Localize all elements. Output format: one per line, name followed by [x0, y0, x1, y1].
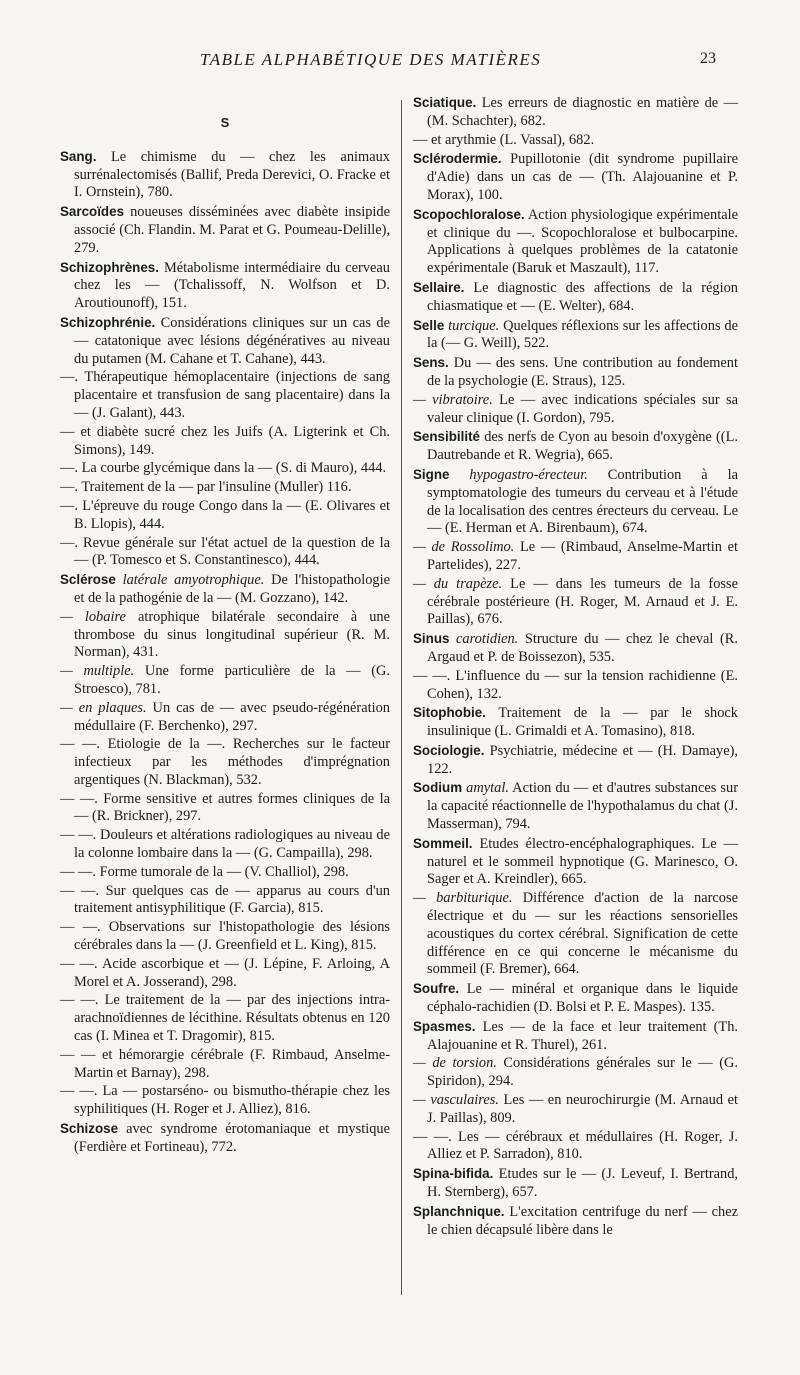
right-column: [413, 94, 738, 1240]
index-entry: [413, 1165, 738, 1202]
entry-heading: Sclérodermie.: [413, 151, 502, 167]
index-entry: [413, 392, 738, 428]
entry-text: — —. Observations sur l'histopathologie des lésions cérébrales dans la — (J. Greenfield et L. King), 815.: [60, 919, 390, 954]
entry-heading: Sciatique.: [413, 95, 477, 110]
index-entry: [60, 479, 390, 497]
index-entry: [413, 835, 738, 889]
entry-text: Les erreurs de diagnostic en matière de — (M. Schachter), 682.: [427, 95, 738, 129]
entry-text: Le — (Rimbaud, Anselme-Martin et Partelides), 227.: [427, 539, 738, 573]
entry-lead: latérale amyotrophique.: [122, 572, 265, 589]
left-column: [60, 94, 390, 1158]
entry-heading: Sang.: [60, 148, 97, 164]
entry-lead: hypogastro-érecteur.: [469, 466, 588, 483]
entry-lead: — barbiturique.: [413, 890, 513, 907]
index-entry: [60, 956, 390, 992]
entry-heading: Schizose: [60, 1121, 119, 1137]
index-entry: [413, 668, 738, 704]
entry-text: des nerfs de Cyon au besoin d'oxygène ((L. Dautrebande et R. Wegria), 665.: [427, 429, 738, 464]
entry-text: — et diabète sucré chez les Juifs (A. Ligterink et Ch. Simons), 149.: [60, 423, 390, 458]
entry-text: Différence d'action de la narcose électrique et du — sur les réactions sensorielles acoustiques du cortex cérébral. Signification de cette différence en ce qui concerne le mécanisme du sommeil (F. Bremer), 664.: [427, 890, 738, 978]
entry-text: — —. Forme tumorale de la — (V. Challiol), 298.: [60, 863, 349, 880]
entry-text: Pupillotonie (dit syndrome pupillaire d'Adie) dans un cas de — (Th. Alajouanine et P. Morax), 100.: [427, 151, 738, 203]
entry-heading: Soufre.: [413, 981, 460, 997]
entry-heading: Sommeil.: [413, 835, 473, 851]
entry-heading: Sitophobie.: [413, 705, 486, 721]
index-entry: [60, 883, 390, 919]
entry-text: L'excitation centrifuge du nerf — chez le chien décapsulé libère dans le: [427, 1203, 738, 1238]
entry-text: Structure du — chez le cheval (R. Argaud et P. de Boissezon), 535.: [427, 631, 738, 665]
entry-text: — —. Forme sensitive et autres formes cliniques de la — (R. Brickner), 297.: [60, 790, 390, 825]
entry-heading: Splanchnique.: [413, 1203, 505, 1219]
index-entry: [60, 663, 390, 699]
column-divider: [401, 100, 402, 1295]
entry-text: Le — avec indications spéciales sur sa valeur clinique (I. Gordon), 795.: [427, 391, 738, 426]
index-entry: [60, 424, 390, 460]
index-entry: [413, 94, 738, 131]
index-entry: [60, 535, 390, 571]
entry-heading: Schizophrènes.: [60, 259, 159, 275]
entry-lead: — de torsion.: [413, 1055, 497, 1072]
entry-lead: turcique.: [448, 317, 500, 334]
entry-text: Un cas de — avec pseudo-régénération médullaire (F. Berchenko), 297.: [74, 699, 390, 734]
index-entry: [413, 980, 738, 1017]
entry-text: Action physiologique expérimentale et clinique du —. Scopochloralose et bulbocarpine. Applications à quelques problèmes de la catatonie expérimentale (Baruk et Maszault), 117.: [427, 206, 738, 277]
index-entry: [413, 576, 738, 629]
entry-text: Métabolisme intermédiaire du cerveau chez les — (Tchalissoff, N. Wolfson et D. Aroutiounoff), 151.: [74, 259, 390, 312]
index-entry: [60, 498, 390, 534]
entry-heading: Spina-bifida.: [413, 1166, 494, 1182]
entry-text: Action du — et d'autres substances sur la capacité réactionnelle de l'hypothalamus du chat (J. Masserman), 794.: [427, 780, 738, 833]
index-entry: [60, 259, 390, 313]
entry-text: —. Traitement de la — par l'insuline (Muller) 116.: [60, 479, 352, 496]
entry-text: Les — en neurochirurgie (M. Arnaud et J. Paillas), 809.: [427, 1092, 738, 1126]
entry-lead: — du trapèze.: [413, 575, 503, 592]
index-entry: [60, 736, 390, 789]
index-entry: [60, 609, 390, 662]
index-entry: [413, 317, 738, 354]
entry-text: Le diagnostic des affections de la région chiasmatique et — (E. Welter), 684.: [427, 279, 738, 314]
index-entry: [413, 779, 738, 833]
entry-text: —. Revue générale sur l'état actuel de la question de la — (P. Tomesco et S. Constantinesco), 444.: [60, 534, 390, 569]
index-entry: [413, 704, 738, 741]
index-entry: [413, 150, 738, 204]
index-entry: [413, 1129, 738, 1165]
entry-text: — —. Etiologie de la —. Recherches sur le facteur infectieux par les méthodes d'imprégnation argentiques (N. Blackman), 532.: [60, 736, 390, 788]
index-entry: [60, 1083, 390, 1119]
entry-text: Contribution à la symptomatologie des tumeurs du cerveau et à l'étude de la localisation des centres érecteurs du cerveau. Le — (E. Herman et A. Birenbaum), 674.: [427, 466, 738, 537]
entry-text: De l'histopathologie et de la pathogénie de la — (M. Gozzano), 142.: [74, 572, 390, 606]
entry-lead: — de Rossolimo.: [413, 539, 515, 556]
index-entry: [413, 1092, 738, 1128]
index-entry: [413, 279, 738, 316]
entry-heading: Sens.: [413, 355, 449, 371]
running-title: TABLE ALPHABÉTIQUE DES MATIÈRES: [200, 50, 542, 69]
index-entry: [413, 539, 738, 575]
index-entry: [60, 369, 390, 422]
entry-text: Considérations générales sur le — (G. Spiridon), 294.: [427, 1055, 738, 1090]
entry-lead: amytal.: [466, 780, 509, 797]
entry-text: — —. Douleurs et altérations radiologiques au niveau de la colonne lombaire dans la — (G. Campailla), 298.: [60, 827, 390, 862]
entry-text: Etudes électro-encéphalographiques. Le — naturel et le sommeil hypnotique (G. Marinesco, O. Sager et A. Kreindler), 665.: [427, 835, 738, 888]
entry-text: —. L'épreuve du rouge Congo dans la — (E. Olivares et B. Llopis), 444.: [60, 497, 390, 532]
entry-text: — —. Le traitement de la — par des injections intra-arachnoïdiennes de lécithine. Résultats obtenus en 120 cas (I. Minea et T. Dragomir), 815.: [60, 992, 390, 1045]
entry-text: Etudes sur le — (J. Leveuf, I. Bertrand, H. Sternberg), 657.: [427, 1166, 738, 1201]
index-entry: [60, 827, 390, 863]
index-entry: [60, 1047, 390, 1083]
index-entry: [413, 890, 738, 979]
entry-text: — et arythmie (L. Vassal), 682.: [413, 131, 595, 148]
index-entry: [413, 428, 738, 465]
entry-text: Les — de la face et leur traitement (Th. Alajouanine et R. Thurel), 261.: [427, 1018, 738, 1053]
entry-heading: Sensibilité: [413, 429, 480, 445]
index-entry: [413, 1055, 738, 1091]
page-header: [0, 50, 800, 74]
entry-text: Le — minéral et organique dans le liquide céphalo-rachidien (D. Bolsi et P. E. Maspes). 135.: [427, 981, 738, 1016]
index-entry: [60, 148, 390, 202]
index-entry: [60, 1120, 390, 1157]
entry-text: Le — dans les tumeurs de la fosse cérébrale postérieure (H. Roger, M. Arnaud et J. E. Paillas), 676.: [427, 575, 738, 628]
index-entry: [413, 1018, 738, 1055]
entry-text: — —. Sur quelques cas de — apparus au cours d'un traitement antisyphilitique (F. Garcia), 815.: [60, 882, 390, 917]
entry-lead: — lobaire: [60, 608, 126, 625]
entry-heading: Spasmes.: [413, 1018, 476, 1034]
index-entry: [60, 571, 390, 608]
entry-text: — — et hémorargie cérébrale (F. Rimbaud, Anselme-Martin et Barnay), 298.: [60, 1046, 390, 1081]
section-letter: S: [220, 115, 230, 130]
entry-heading: Selle: [413, 317, 445, 333]
index-entry: [60, 992, 390, 1045]
entry-lead: — multiple.: [60, 663, 135, 680]
index-entry: [413, 630, 738, 667]
index-entry: [413, 742, 738, 779]
entry-lead: — en plaques.: [60, 699, 147, 716]
index-entry: [413, 1203, 738, 1240]
entry-heading: Signe: [413, 466, 450, 482]
entry-text: Considérations cliniques sur un cas de — catatonique avec lésions dégénératives au niveau du putamen (M. Cahane et T. Cahane), 443.: [74, 314, 390, 367]
index-entry: [413, 132, 738, 150]
entry-text: avec syndrome érotomaniaque et mystique (Ferdière et Fortineau), 772.: [74, 1121, 390, 1155]
index-entry: [413, 466, 738, 538]
entry-text: Quelques réflexions sur les affections de la (— G. Weill), 522.: [427, 317, 738, 352]
entry-text: — —. La — postarséno- ou bismutho-thérapie chez les syphilitiques (H. Roger et J. Alliez), 816.: [60, 1083, 390, 1118]
entry-heading: Sarcoïdes: [60, 204, 125, 220]
entry-heading: Sodium: [413, 780, 463, 796]
entry-text: Une forme particulière de la — (G. Stroesco), 781.: [74, 663, 390, 697]
entry-text: Traitement de la — par le shock insulinique (L. Grimaldi et A. Tomasino), 818.: [427, 705, 738, 740]
index-entry: [413, 354, 738, 391]
entry-text: Le chimisme du — chez les animaux surrénalectomisés (Ballif, Preda Derevici, O. Fracke et I. Ornstein), 780.: [74, 148, 390, 201]
entry-heading: Schizophrénie.: [60, 314, 156, 330]
index-entry: [60, 700, 390, 736]
index-entry: [60, 791, 390, 827]
index-entry: [60, 314, 390, 368]
index-entry: [60, 203, 390, 257]
index-entry: [60, 864, 390, 882]
entry-heading: Sellaire.: [413, 279, 465, 295]
index-entry: [60, 460, 390, 478]
entry-lead: carotidien.: [456, 631, 519, 648]
page-number: 23: [700, 50, 716, 67]
entry-text: Psychiatrie, médecine et — (H. Damaye), 122.: [427, 742, 738, 777]
entry-heading: Sclérose: [60, 572, 116, 588]
entry-text: noueuses disséminées avec diabète insipide associé (Ch. Flandin. M. Parat et G. Poumeau-Delille), 279.: [74, 204, 390, 256]
entry-text: —. Thérapeutique hémoplacentaire (injections de sang placentaire et transfusion de sang placentaire) dans la — (J. Galant), 443.: [60, 369, 390, 421]
entry-lead: — vibratoire.: [413, 391, 493, 408]
entry-lead: — vasculaires.: [413, 1092, 499, 1109]
entry-heading: Sinus: [413, 631, 450, 647]
entry-text: atrophique bilatérale secondaire à une thrombose du sinus longitudinal supérieur (R. M. Norman), 431.: [74, 608, 390, 661]
entry-text: — —. Acide ascorbique et — (J. Lépine, F. Arloing, A Morel et A. Josserand), 298.: [60, 955, 390, 990]
entry-heading: Scopochloralose.: [413, 206, 525, 222]
entry-heading: Sociologie.: [413, 742, 485, 758]
entry-text: — —. Les — cérébraux et médullaires (H. Roger, J. Alliez et P. Sarradon), 810.: [413, 1128, 738, 1163]
index-entry: [60, 919, 390, 955]
index-entry: [413, 206, 738, 278]
entry-text: — —. L'influence du — sur la tension rachidienne (E. Cohen), 132.: [413, 667, 738, 702]
entry-text: Du — des sens. Une contribution au fondement de la psychologie (E. Straus), 125.: [427, 355, 738, 389]
entry-text: —. La courbe glycémique dans la — (S. di Mauro), 444.: [60, 460, 387, 477]
